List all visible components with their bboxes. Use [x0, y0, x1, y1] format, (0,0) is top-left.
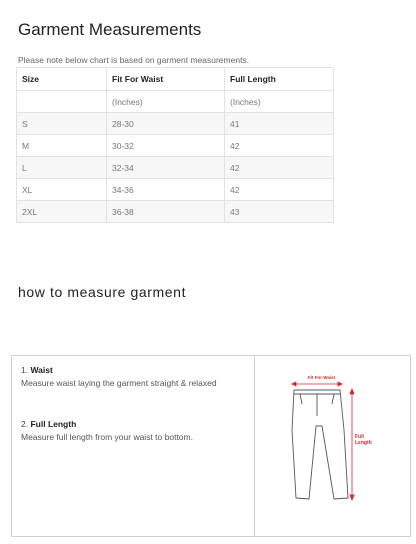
panel-divider [254, 356, 255, 536]
size-chart-table [16, 67, 334, 223]
how-to-measure-heading: how to measure garment [18, 284, 187, 300]
measure-guide-panel [11, 355, 411, 537]
cell-waist: 30-32 [107, 135, 225, 157]
units-size [17, 91, 107, 113]
page-title: Garment Measurements [18, 20, 202, 39]
step-full-length [21, 418, 246, 444]
cell-waist: 28-30 [107, 113, 225, 135]
cell-waist: 34-36 [107, 179, 225, 201]
cell-length: 43 [225, 201, 334, 223]
header-size: Size [17, 68, 107, 91]
length-measure-label-line2: Length [355, 440, 372, 446]
table-row [17, 113, 334, 135]
cell-waist: 36-38 [107, 201, 225, 223]
length-arrow-icon [350, 389, 354, 500]
units-row [17, 91, 334, 113]
units-length: (Inches) [225, 91, 334, 113]
cell-length: 42 [225, 157, 334, 179]
step-label: Waist [30, 365, 53, 375]
chart-note: Please note below chart is based on garment measurements. [18, 55, 250, 65]
step-heading [21, 364, 246, 377]
cell-length: 42 [225, 179, 334, 201]
cell-size: L [17, 157, 107, 179]
trousers-outline-icon [292, 390, 348, 499]
header-full-length: Full Length [225, 68, 334, 91]
cell-waist: 32-34 [107, 157, 225, 179]
cell-size: M [17, 135, 107, 157]
table-row [17, 157, 334, 179]
length-measure-label-line1: Full [355, 434, 364, 440]
step-number: 2. [21, 419, 29, 429]
table-header-row [17, 68, 334, 91]
step-waist [21, 364, 246, 390]
cell-length: 42 [225, 135, 334, 157]
step-text: Measure waist laying the garment straight & relaxed [21, 378, 217, 388]
cell-length: 41 [225, 113, 334, 135]
table-row [17, 135, 334, 157]
cell-size: 2XL [17, 201, 107, 223]
trouser-diagram [280, 370, 390, 526]
step-label: Full Length [30, 419, 77, 429]
waist-measure-label: Fit For Waist [308, 375, 336, 380]
table-row [17, 179, 334, 201]
cell-size: S [17, 113, 107, 135]
table-row [17, 201, 334, 223]
waist-arrow-icon [292, 382, 342, 386]
units-waist: (Inches) [107, 91, 225, 113]
step-text: Measure full length from your waist to bottom. [21, 432, 193, 442]
step-heading [21, 418, 246, 431]
step-number: 1. [21, 365, 29, 375]
header-fit-for-waist: Fit For Waist [107, 68, 225, 91]
cell-size: XL [17, 179, 107, 201]
